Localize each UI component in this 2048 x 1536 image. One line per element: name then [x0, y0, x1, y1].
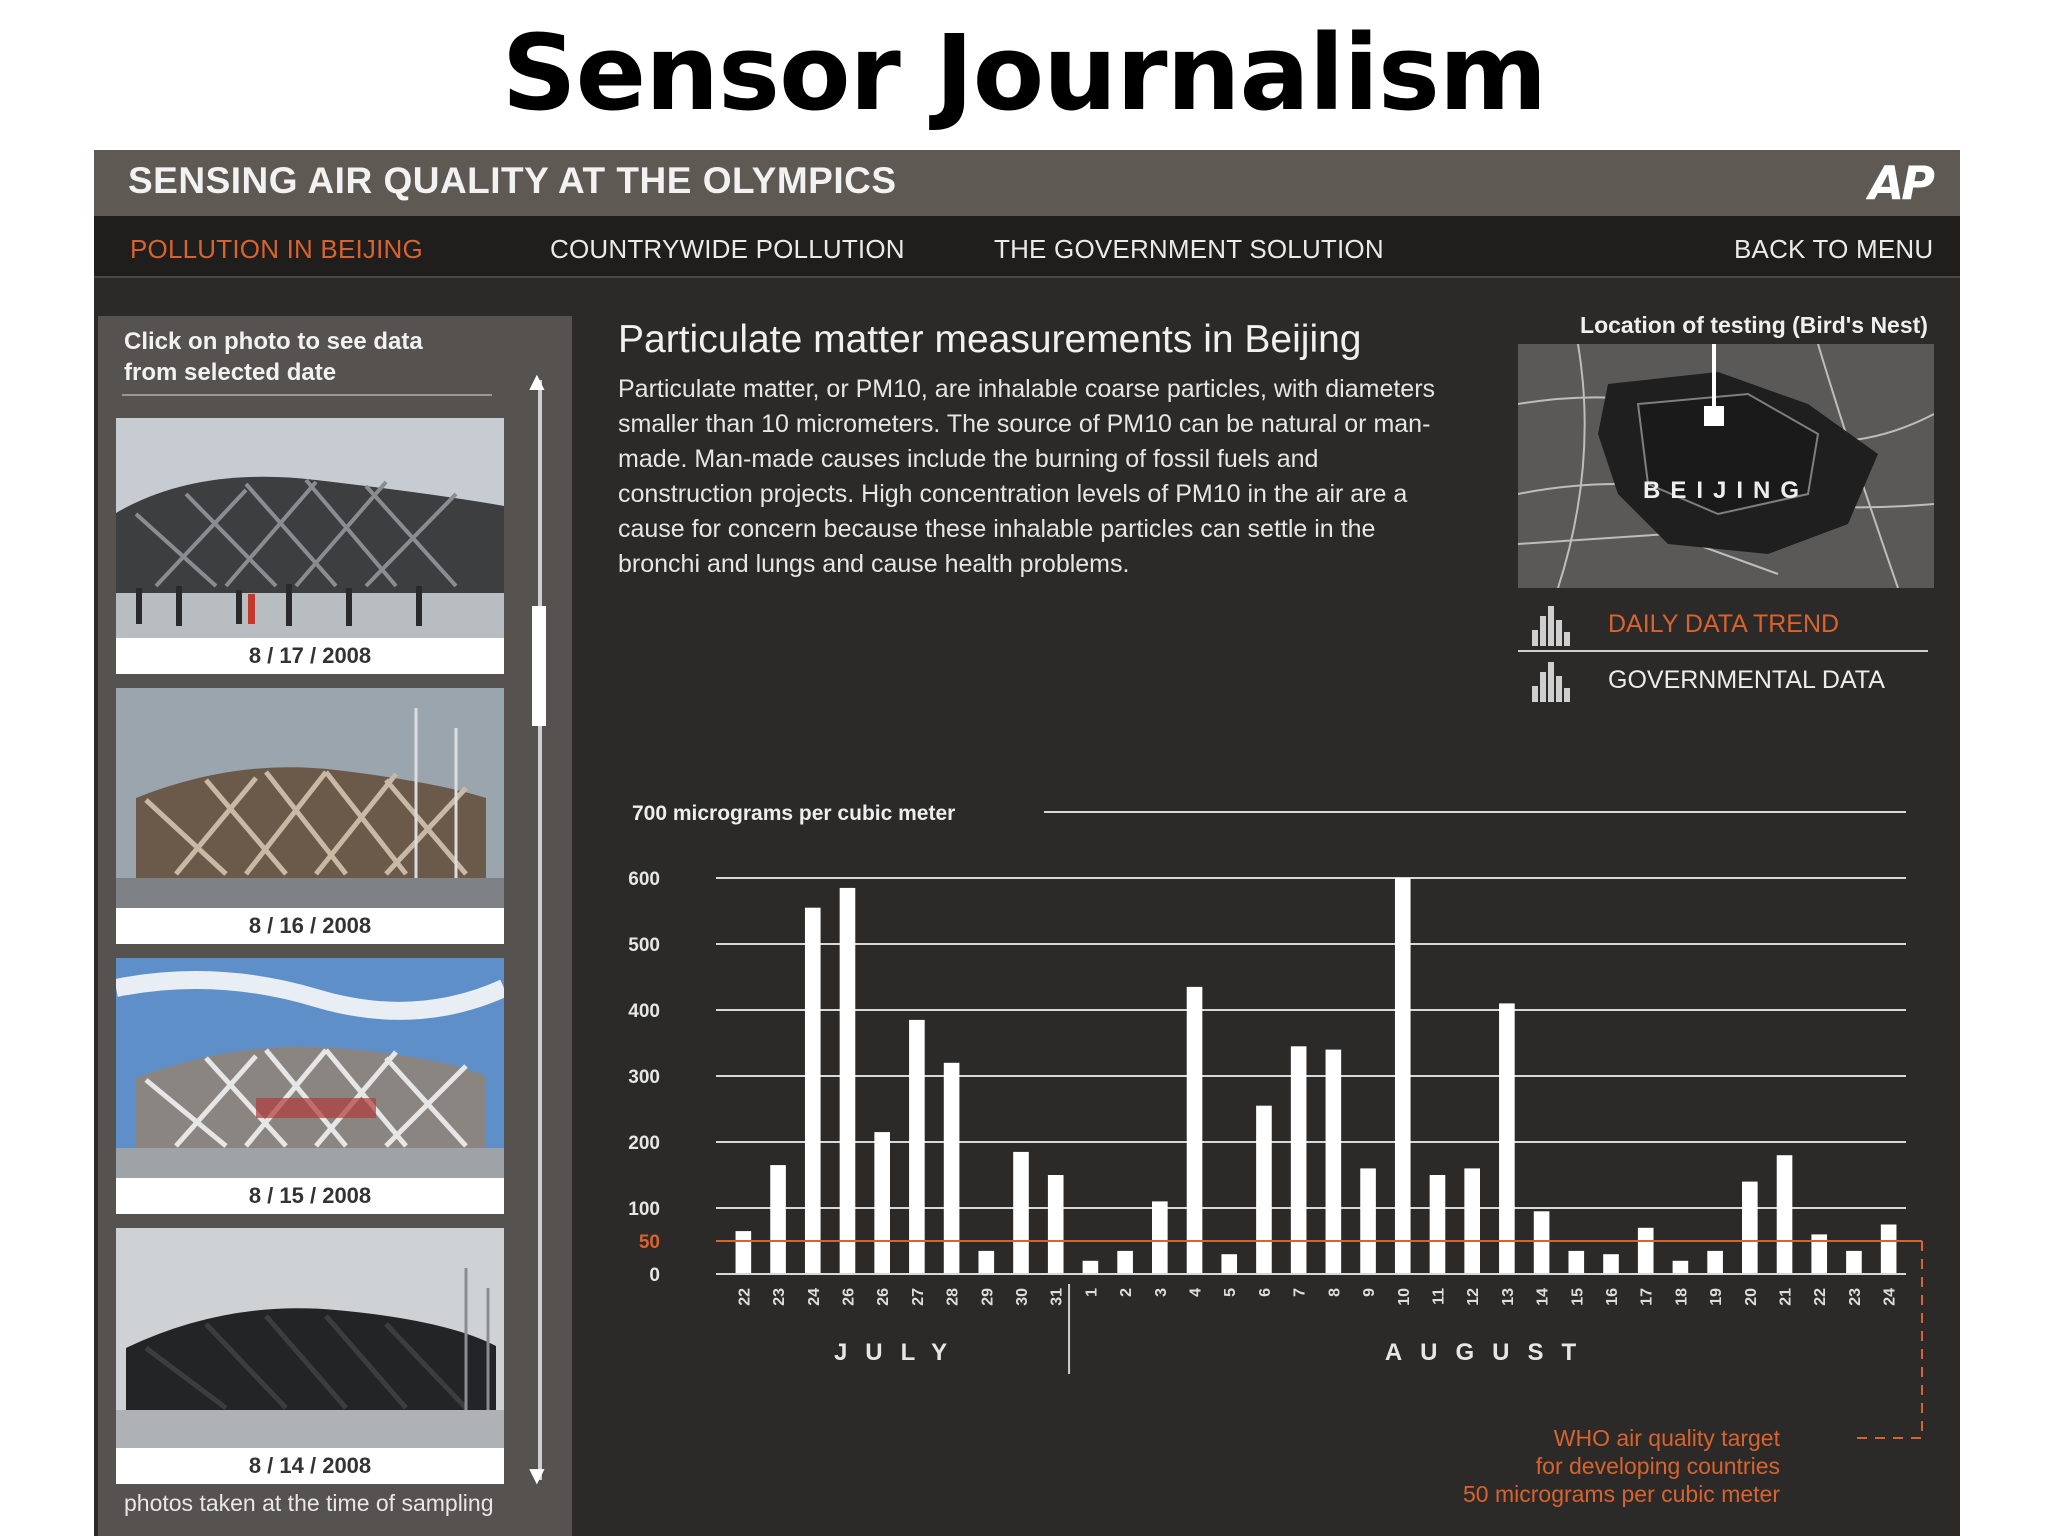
y-tick-label: 500	[628, 935, 660, 956]
article-title: Particulate matter measurements in Beijing	[618, 318, 1362, 361]
stadium-photo	[116, 688, 504, 908]
nav-back-to-menu[interactable]: BACK TO MENU	[1734, 234, 1934, 264]
x-tick-label: 16	[1604, 1288, 1621, 1306]
x-tick-label: 9	[1361, 1288, 1379, 1297]
bar	[770, 1165, 786, 1274]
x-tick-label: 15	[1569, 1288, 1587, 1306]
x-tick-label: 4	[1187, 1288, 1205, 1297]
x-tick-label: 24	[1881, 1288, 1899, 1306]
bar	[1811, 1234, 1827, 1274]
bar	[1360, 1168, 1376, 1274]
bar	[1187, 987, 1203, 1274]
bar	[1291, 1046, 1307, 1274]
tab-label: GOVERNMENTAL DATA	[1608, 666, 1885, 694]
x-tick-label: 22	[1812, 1288, 1830, 1306]
bar-chart-icon	[1528, 658, 1574, 702]
photo-thumb-0814[interactable]	[116, 1228, 504, 1484]
bar	[1430, 1175, 1446, 1274]
who-target-leader	[1854, 1241, 1922, 1438]
article-body: Particulate matter, or PM10, are inhalable coarse particles, with diameters smaller than 10 micrometers. The source of PM10 can be natural or man-made. Man-made causes include the burning of fossil fuels and construction projects. High concentration levels of PM10 in the air are a cause for concern because these inhalable particles can settle in the bronchi and lungs and cause health problems.	[618, 375, 1436, 578]
nav-pollution-in-beijing[interactable]: POLLUTION IN BEIJING	[130, 234, 423, 264]
bar	[1499, 1003, 1515, 1274]
x-tick-label: 23	[771, 1288, 789, 1306]
who-target-label: for developing countries	[1535, 1453, 1780, 1479]
scroll-up-arrow-icon[interactable]: ▲	[524, 366, 550, 396]
bar	[978, 1251, 994, 1274]
x-tick-label: 20	[1742, 1288, 1760, 1306]
bar	[1464, 1168, 1480, 1274]
bar	[1534, 1211, 1550, 1274]
x-tick-label: 17	[1638, 1288, 1656, 1306]
bar	[1013, 1152, 1029, 1274]
x-tick-label: 5	[1222, 1288, 1240, 1297]
x-tick-label: 6	[1256, 1288, 1274, 1297]
map-city-label: BEIJING	[1642, 477, 1810, 504]
y-tick-label: 300	[628, 1067, 660, 1088]
bar	[1083, 1261, 1099, 1274]
ap-logo: AP	[1868, 156, 1932, 210]
y-tick-label: 200	[628, 1133, 660, 1154]
scrollbar-track[interactable]	[538, 380, 542, 1480]
y-tick-label: 400	[628, 1001, 660, 1022]
photo-sidebar	[98, 316, 572, 1536]
bar	[1638, 1228, 1654, 1274]
bar	[840, 888, 856, 1274]
stadium-photo	[116, 1228, 504, 1448]
beijing-location-map	[1518, 344, 1934, 588]
x-tick-label: 2	[1118, 1288, 1136, 1297]
bar	[1707, 1251, 1723, 1274]
bar	[1673, 1261, 1689, 1274]
bar	[1395, 878, 1411, 1274]
x-tick-label: 26	[875, 1288, 893, 1306]
y-tick-label: 100	[628, 1199, 660, 1220]
nav-countrywide-pollution[interactable]: COUNTRYWIDE POLLUTION	[550, 234, 905, 264]
bar	[1742, 1182, 1758, 1274]
sidebar-footer: photos taken at the time of sampling	[124, 1490, 494, 1516]
scroll-down-arrow-icon[interactable]: ▼	[524, 1460, 550, 1490]
nav-government-solution[interactable]: THE GOVERNMENT SOLUTION	[994, 234, 1384, 264]
bar	[1221, 1254, 1237, 1274]
x-tick-label: 10	[1395, 1288, 1413, 1306]
bar	[1777, 1155, 1793, 1274]
y-tick-label: 600	[628, 869, 660, 890]
x-tick-label: 13	[1499, 1288, 1517, 1306]
bar-chart-icon	[1528, 602, 1574, 646]
bar	[805, 908, 821, 1274]
photo-thumb-0815[interactable]	[116, 958, 504, 1214]
y-tick-label: 0	[649, 1265, 660, 1286]
photo-thumb-0816[interactable]	[116, 688, 504, 944]
who-target-label: WHO air quality target	[1553, 1425, 1780, 1451]
who-target-label: 50 micrograms per cubic meter	[1463, 1481, 1780, 1507]
x-tick-label: 18	[1673, 1288, 1691, 1306]
sidebar-hint: Click on photo to see data from selected date	[124, 328, 423, 386]
bar	[1881, 1225, 1897, 1275]
month-label: JULY	[833, 1339, 966, 1366]
x-tick-label: 29	[979, 1288, 997, 1306]
x-tick-label: 27	[909, 1288, 927, 1306]
x-tick-label: 8	[1326, 1288, 1344, 1297]
bar	[1603, 1254, 1619, 1274]
slide-title: Sensor Journalism	[501, 12, 1547, 134]
bar	[1048, 1175, 1064, 1274]
y-tick-label: 50	[638, 1232, 660, 1253]
x-tick-label: 23	[1846, 1288, 1864, 1306]
bar	[1152, 1201, 1168, 1274]
bar	[1568, 1251, 1584, 1274]
x-tick-label: 1	[1083, 1288, 1101, 1297]
month-label: AUGUST	[1384, 1339, 1595, 1366]
bar	[1326, 1050, 1342, 1274]
x-tick-label: 30	[1014, 1288, 1031, 1306]
bar	[909, 1020, 925, 1274]
x-tick-label: 11	[1430, 1288, 1448, 1305]
map-label: Location of testing (Bird's Nest)	[1580, 312, 1928, 338]
scrollbar-thumb[interactable]	[532, 606, 546, 726]
x-tick-label: 14	[1534, 1288, 1552, 1306]
x-tick-label: 28	[944, 1288, 962, 1306]
x-tick-label: 3	[1152, 1288, 1170, 1297]
x-tick-label: 19	[1708, 1288, 1726, 1306]
tab-daily-data-trend[interactable]	[1518, 598, 1928, 652]
photo-thumb-0817[interactable]	[116, 418, 504, 674]
photo-date: 8 / 16 / 2008	[248, 913, 372, 938]
y-unit-label: 700 micrograms per cubic meter	[632, 802, 956, 825]
sidebar-divider	[122, 394, 492, 396]
x-tick-label: 31	[1048, 1288, 1066, 1306]
tab-governmental-data[interactable]	[1518, 654, 1928, 706]
x-tick-label: 21	[1777, 1288, 1795, 1306]
stadium-photo	[116, 418, 504, 638]
bar	[874, 1132, 890, 1274]
x-tick-label: 26	[840, 1288, 858, 1306]
x-tick-label: 24	[805, 1288, 823, 1306]
bar	[1846, 1251, 1862, 1274]
x-tick-label: 12	[1465, 1288, 1483, 1306]
x-tick-label: 7	[1291, 1288, 1309, 1297]
photo-date: 8 / 15 / 2008	[248, 1183, 372, 1208]
app-title: SENSING AIR QUALITY AT THE OLYMPICS	[128, 160, 897, 201]
stadium-photo	[116, 958, 504, 1178]
tab-label: DAILY DATA TREND	[1608, 610, 1840, 638]
photo-date: 8 / 17 / 2008	[248, 643, 372, 668]
bar	[736, 1231, 752, 1274]
x-tick-label: 22	[736, 1288, 754, 1306]
bar	[944, 1063, 960, 1274]
title-bar	[94, 150, 1960, 216]
nav-bar	[94, 216, 1960, 278]
app-window	[94, 150, 1960, 1536]
bar	[1256, 1106, 1272, 1274]
photo-date: 8 / 14 / 2008	[248, 1453, 372, 1478]
bar	[1117, 1251, 1133, 1274]
